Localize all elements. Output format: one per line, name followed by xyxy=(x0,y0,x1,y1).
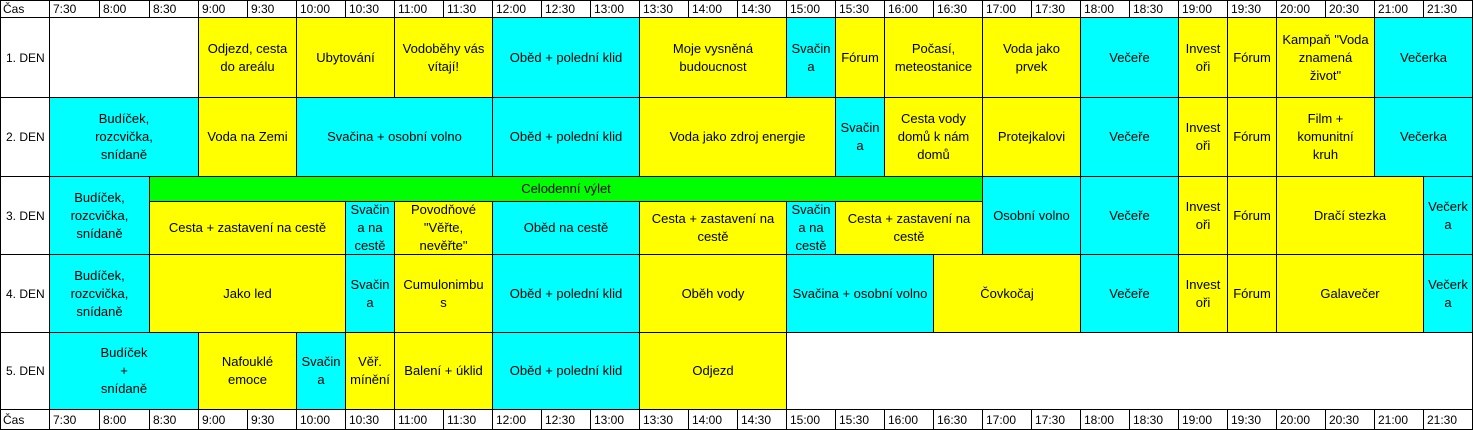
schedule-activity: Oběd + polední klid xyxy=(493,333,640,410)
schedule-activity: Invest oři xyxy=(1179,18,1228,98)
header-time-slot: 12:00 xyxy=(493,0,542,18)
footer-time-slot: 12:00 xyxy=(493,410,542,430)
schedule-activity: Voda na Zemi xyxy=(199,98,297,177)
schedule-activity: Odjezd, cesta do areálu xyxy=(199,18,297,98)
header-time-slot: 11:00 xyxy=(395,0,444,18)
schedule-activity: Povodňové "Věřte, nevěřte" xyxy=(395,202,493,255)
footer-time-slot: 16:00 xyxy=(885,410,934,430)
footer-time-slot: 10:30 xyxy=(346,410,395,430)
footer-time-slot: 20:30 xyxy=(1326,410,1375,430)
schedule-activity: Budíček, rozcvička, snídaně xyxy=(50,98,199,177)
footer-time-slot: 13:00 xyxy=(591,410,640,430)
schedule-activity: Cesta + zastavení na cestě xyxy=(836,202,983,255)
footer-time-slot: 16:30 xyxy=(934,410,983,430)
header-time-slot: 20:30 xyxy=(1326,0,1375,18)
footer-time-slot: 18:00 xyxy=(1081,410,1130,430)
schedule-activity: Celodenní výlet xyxy=(150,177,983,202)
header-time-slot: 13:30 xyxy=(640,0,689,18)
schedule-activity: Večerk a xyxy=(1424,177,1473,255)
schedule-activity: Oběd + polední klid xyxy=(493,255,640,333)
header-time-slot: 7:30 xyxy=(50,0,100,18)
schedule-activity: Nafouklé emoce xyxy=(199,333,297,410)
footer-time-slot: 8:00 xyxy=(100,410,150,430)
footer-time-slot: 11:00 xyxy=(395,410,444,430)
schedule-activity: Cumulonimbu s xyxy=(395,255,493,333)
schedule-activity: Večeře xyxy=(1081,98,1179,177)
schedule-activity: Večerk a xyxy=(1424,255,1473,333)
schedule-activity: Cesta + zastavení na cestě xyxy=(150,202,346,255)
schedule-activity: Invest oři xyxy=(1179,255,1228,333)
header-time-slot: 21:30 xyxy=(1424,0,1473,18)
schedule-activity: Ubytování xyxy=(297,18,395,98)
schedule-activity: Fórum xyxy=(836,18,885,98)
footer-time-slot: 19:30 xyxy=(1228,410,1277,430)
header-time-slot: 18:30 xyxy=(1130,0,1179,18)
schedule-activity: Fórum xyxy=(1228,98,1277,177)
schedule-activity: Budíček, rozcvička, snídaně xyxy=(50,255,150,333)
day-label: 2. DEN xyxy=(0,98,50,177)
empty-slot xyxy=(787,333,1473,410)
schedule-activity: Svačina + osobní volno xyxy=(787,255,934,333)
schedule-activity: Večeře xyxy=(1081,255,1179,333)
header-time-slot: 13:00 xyxy=(591,0,640,18)
schedule-activity: Večeře xyxy=(1081,177,1179,255)
schedule-activity: Oběd na cestě xyxy=(493,202,640,255)
header-time-slot: 19:00 xyxy=(1179,0,1228,18)
footer-time-slot: 17:00 xyxy=(983,410,1032,430)
table-top-border xyxy=(0,0,1473,1)
schedule-activity: Voda jako zdroj energie xyxy=(640,98,836,177)
footer-time-slot: 21:00 xyxy=(1375,410,1424,430)
schedule-activity: Svačin a xyxy=(787,18,836,98)
header-time-slot: 20:00 xyxy=(1277,0,1326,18)
schedule-activity: Večeře xyxy=(1081,18,1179,98)
schedule-activity: Svačin a xyxy=(836,98,885,177)
schedule-activity: Čovkočaj xyxy=(934,255,1081,333)
header-time-slot: 17:30 xyxy=(1032,0,1081,18)
day-label: 4. DEN xyxy=(0,255,50,333)
footer-time-slot: 9:00 xyxy=(199,410,248,430)
schedule-activity: Invest oři xyxy=(1179,98,1228,177)
header-time-slot: 10:30 xyxy=(346,0,395,18)
schedule-activity: Věř. mínění xyxy=(346,333,395,410)
header-time-slot: 17:00 xyxy=(983,0,1032,18)
day-label: 3. DEN xyxy=(0,177,50,255)
schedule-activity: Svačin a xyxy=(346,255,395,333)
header-time-slot: 10:00 xyxy=(297,0,346,18)
header-time-slot: 9:00 xyxy=(199,0,248,18)
schedule-activity: Kampaň "Voda znamená život" xyxy=(1277,18,1375,98)
schedule-activity: Fórum xyxy=(1228,18,1277,98)
schedule-activity: Voda jako prvek xyxy=(983,18,1081,98)
table-left-border xyxy=(0,0,1,430)
schedule-activity: Počasí, meteostanice xyxy=(885,18,983,98)
schedule-activity: Jako led xyxy=(150,255,346,333)
footer-time-slot: 18:30 xyxy=(1130,410,1179,430)
schedule-activity: Večerka xyxy=(1375,98,1473,177)
footer-time-slot: 17:30 xyxy=(1032,410,1081,430)
schedule-activity: Svačin a na cestě xyxy=(787,202,836,255)
footer-time-label: Čas xyxy=(0,410,50,430)
footer-time-slot: 12:30 xyxy=(542,410,591,430)
schedule-activity: Film + komunitní kruh xyxy=(1277,98,1375,177)
header-time-slot: 21:00 xyxy=(1375,0,1424,18)
schedule-activity: Odjezd xyxy=(640,333,787,410)
footer-time-slot: 20:00 xyxy=(1277,410,1326,430)
schedule-activity: Fórum xyxy=(1228,255,1277,333)
header-time-slot: 8:30 xyxy=(150,0,199,18)
schedule-activity: Svačin a na cestě xyxy=(346,202,395,255)
schedule-activity: Budíček, rozcvička, snídaně xyxy=(50,177,150,255)
footer-time-slot: 14:00 xyxy=(689,410,738,430)
header-time-slot: 14:00 xyxy=(689,0,738,18)
header-time-slot: 15:30 xyxy=(836,0,885,18)
footer-time-slot: 14:30 xyxy=(738,410,787,430)
header-time-slot: 18:00 xyxy=(1081,0,1130,18)
header-time-slot: 9:30 xyxy=(248,0,297,18)
header-time-slot: 15:00 xyxy=(787,0,836,18)
schedule-activity: Osobní volno xyxy=(983,177,1081,255)
schedule-activity: Svačin a xyxy=(297,333,346,410)
day-label: 1. DEN xyxy=(0,18,50,98)
footer-time-slot: 8:30 xyxy=(150,410,199,430)
header-time-slot: 16:30 xyxy=(934,0,983,18)
footer-time-slot: 15:30 xyxy=(836,410,885,430)
header-time-slot: 16:00 xyxy=(885,0,934,18)
schedule-activity: Oběd + polední klid xyxy=(493,98,640,177)
schedule-activity: Galavečer xyxy=(1277,255,1424,333)
schedule-activity: Večerka xyxy=(1375,18,1473,98)
header-time-slot: 11:30 xyxy=(444,0,493,18)
schedule-activity: Dračí stezka xyxy=(1277,177,1424,255)
header-time-slot: 14:30 xyxy=(738,0,787,18)
footer-time-slot: 19:00 xyxy=(1179,410,1228,430)
schedule-activity: Fórum xyxy=(1228,177,1277,255)
footer-time-slot: 10:00 xyxy=(297,410,346,430)
schedule-activity: Invest oři xyxy=(1179,177,1228,255)
footer-time-slot: 11:30 xyxy=(444,410,493,430)
schedule-activity: Oběd + polední klid xyxy=(493,18,640,98)
empty-slot xyxy=(50,18,199,98)
schedule-activity: Oběh vody xyxy=(640,255,787,333)
footer-time-slot: 15:00 xyxy=(787,410,836,430)
schedule-activity: Cesta + zastavení na cestě xyxy=(640,202,787,255)
header-time-slot: 19:30 xyxy=(1228,0,1277,18)
schedule-activity: Budíček + snídaně xyxy=(50,333,199,410)
schedule-activity: Svačina + osobní volno xyxy=(297,98,493,177)
header-time-slot: 8:00 xyxy=(100,0,150,18)
schedule-activity: Protejkalovi xyxy=(983,98,1081,177)
schedule-activity: Moje vysněná budoucnost xyxy=(640,18,787,98)
footer-time-slot: 9:30 xyxy=(248,410,297,430)
schedule-activity: Balení + úklid xyxy=(395,333,493,410)
header-time-slot: 12:30 xyxy=(542,0,591,18)
schedule-activity: Cesta vody domů k nám domů xyxy=(885,98,983,177)
footer-time-slot: 13:30 xyxy=(640,410,689,430)
day-label: 5. DEN xyxy=(0,333,50,410)
footer-time-slot: 7:30 xyxy=(50,410,100,430)
schedule-activity: Vodoběhy vás vítají! xyxy=(395,18,493,98)
footer-time-slot: 21:30 xyxy=(1424,410,1473,430)
header-time-label: Čas xyxy=(0,0,50,18)
